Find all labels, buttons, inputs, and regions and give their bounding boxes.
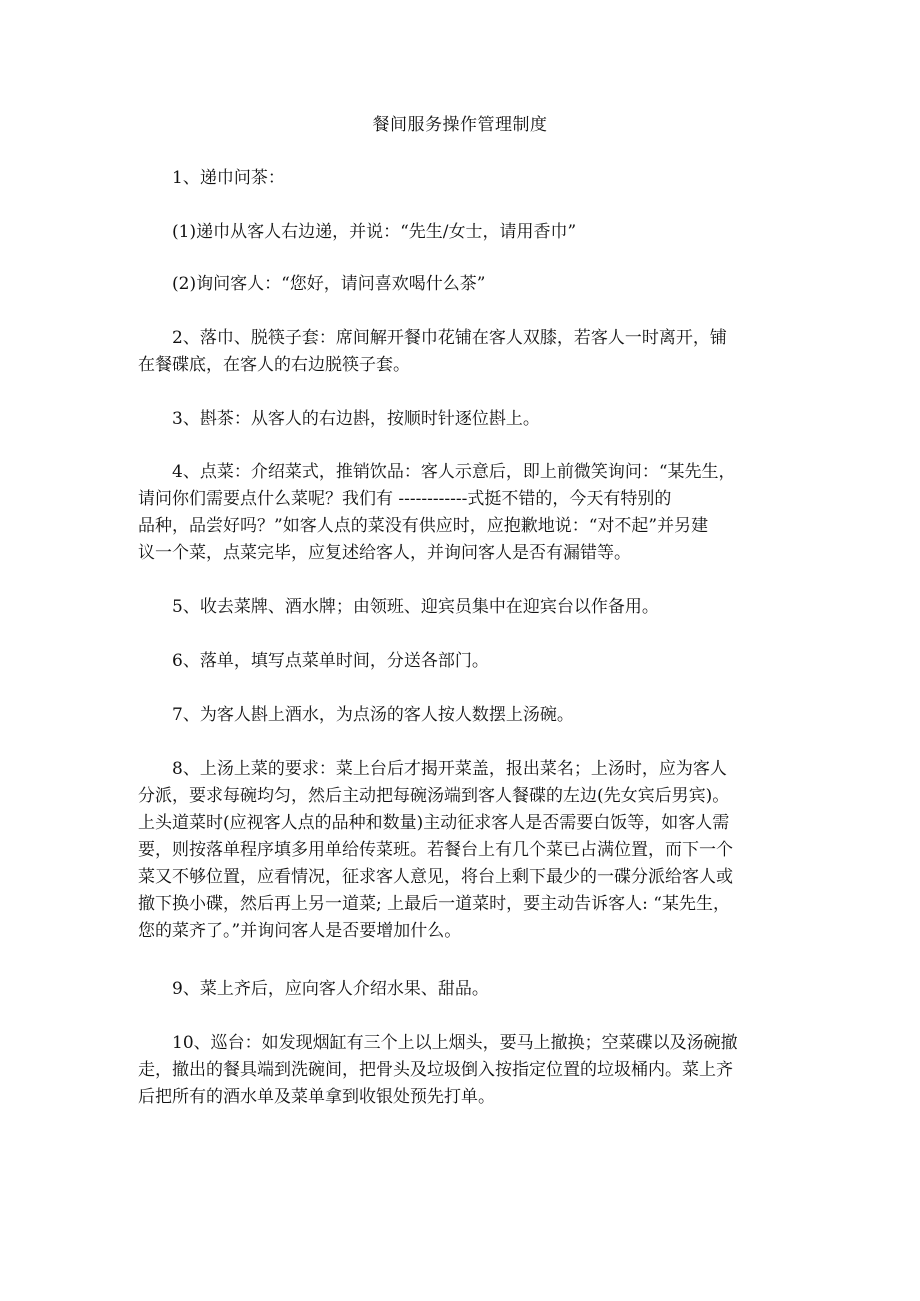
paragraph-5-line-1: 5、收去菜牌、酒水牌；由领班、迎宾员集中在迎宾台以作备用。 <box>172 597 659 617</box>
paragraph-2-line-2: 在餐碟底，在客人的右边脱筷子套。 <box>138 355 410 375</box>
paragraph-8-line-3: 上头道菜时(应视客人点的品种和数量)主动征求客人是否需要白饭等，如客人需 <box>138 813 730 833</box>
paragraph-8-line-5: 菜又不够位置，应看情况，征求客人意见，将台上剩下最少的一碟分派给客人或 <box>138 867 733 887</box>
paragraph-4-line-4: 议一个菜，点菜完毕，应复述给客人，并询问客人是否有漏错等。 <box>138 543 631 563</box>
paragraph-4-line-1: 4、点菜：介绍菜式，推销饮品：客人示意后，即上前微笑询问：“某先生， <box>172 462 736 482</box>
paragraph-4-line-2: 请问你们需要点什么菜呢？我们有 ------------式挺不错的，今天有特别的 <box>138 489 672 509</box>
paragraph-8-line-7: 您的菜齐了。”并询问客人是否要增加什么。 <box>138 921 462 941</box>
paragraph-2-line-1: 2、落巾、脱筷子套：席间解开餐巾花铺在客人双膝，若客人一时离开，铺 <box>172 328 727 348</box>
paragraph-10-line-3: 后把所有的酒水单及菜单拿到收银处预先打单。 <box>138 1087 495 1107</box>
paragraph-7 <box>138 702 798 729</box>
paragraph-8 <box>138 756 798 945</box>
paragraph-4-line-3: 品种，品尝好吗？”如客人点的菜没有供应时，应抱歉地说：“对不起”并另建 <box>138 516 709 536</box>
paragraph-10 <box>138 1030 798 1111</box>
paragraph-8-line-6: 撤下换小碟，然后再上另一道菜; 上最后一道菜时，要主动告诉客人: “某先生， <box>138 894 730 914</box>
paragraph-5 <box>138 594 798 621</box>
paragraph-3 <box>138 406 798 433</box>
paragraph-1-1-line-1: (1)递巾从客人右边递，并说：“先生/女士，请用香巾” <box>172 222 577 242</box>
paragraph-10-line-2: 走，撤出的餐具端到洗碗间，把骨头及垃圾倒入按指定位置的垃圾桶内。菜上齐 <box>138 1060 733 1080</box>
paragraph-10-line-1: 10、巡台：如发现烟缸有三个上以上烟头，要马上撤换；空菜碟以及汤碗撤 <box>172 1033 738 1053</box>
paragraph-4 <box>138 459 798 567</box>
paragraph-9 <box>138 976 798 1003</box>
paragraph-1-2-line-1: (2)询问客人：“您好，请问喜欢喝什么茶” <box>172 274 486 294</box>
paragraph-6 <box>138 648 798 675</box>
paragraph-8-line-1: 8、上汤上菜的要求：菜上台后才揭开菜盖，报出菜名；上汤时，应为客人 <box>172 759 727 779</box>
paragraph-1 <box>138 165 798 192</box>
paragraph-6-line-1: 6、落单，填写点菜单时间，分送各部门。 <box>172 651 489 671</box>
paragraph-7-line-1: 7、为客人斟上酒水，为点汤的客人按人数摆上汤碗。 <box>172 705 574 725</box>
document-title: 餐间服务操作管理制度 <box>372 115 548 135</box>
paragraph-1-line-1: 1、递巾问茶： <box>172 168 285 188</box>
paragraph-8-line-2: 分派，要求每碗均匀，然后主动把每碗汤端到客人餐碟的左边(先女宾后男宾)。 <box>138 786 730 806</box>
paragraph-8-line-4: 要，则按落单程序填多用单给传菜班。若餐台上有几个菜已占满位置，而下一个 <box>138 840 733 860</box>
paragraph-2 <box>138 325 798 379</box>
paragraph-1-1 <box>138 219 798 246</box>
paragraph-9-line-1: 9、菜上齐后，应向客人介绍水果、甜品。 <box>172 979 489 999</box>
paragraph-1-2 <box>138 271 798 298</box>
paragraph-3-line-1: 3、斟茶：从客人的右边斟，按顺时针逐位斟上。 <box>172 409 540 429</box>
